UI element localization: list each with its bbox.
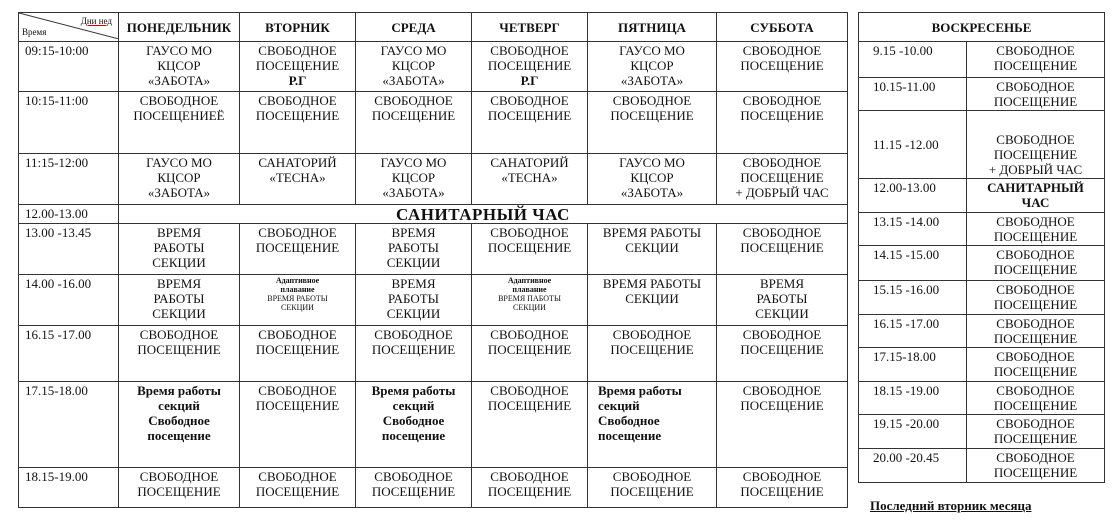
table-row	[19, 224, 848, 275]
cell-line: СЕКЦИИ	[152, 306, 206, 321]
table-row	[859, 179, 1105, 213]
schedule-cell	[717, 92, 848, 154]
time-cell: 10:15-11:00	[19, 92, 119, 154]
schedule-cell	[356, 92, 472, 154]
schedule-cell	[717, 224, 848, 275]
time-cell: 16.15 -17.00	[859, 315, 967, 348]
cell-line: САНИТАРНЫЙ	[987, 180, 1084, 195]
cell-line: ПОСЕЩЕНИЕ	[740, 58, 824, 73]
cell-line: СВОБОДНОЕ	[996, 214, 1075, 229]
cell-line: ПОСЕЩЕНИЕ	[255, 108, 340, 123]
time-cell: 18.15-19.00	[19, 468, 119, 508]
cell-line: ВРЕМЯ РАБОТЫ	[267, 294, 328, 303]
cell-line: СВОБОДНОЕ	[996, 132, 1075, 147]
cell-line: ВРЕМЯ	[156, 225, 202, 240]
cell-line: ПОСЕЩЕНИЕ	[993, 364, 1078, 379]
time-cell: 14.15 -15.00	[859, 246, 967, 281]
time-cell: 20.00 -20.45	[859, 449, 967, 483]
cell-line: СЕКЦИИ	[152, 255, 206, 270]
cell-line: КЦСОР	[630, 170, 674, 185]
day-header-sat: СУББОТА	[717, 13, 848, 42]
time-cell: 13.15 -14.00	[859, 213, 967, 246]
schedule-cell	[588, 42, 717, 92]
cell-line: КЦСОР	[157, 58, 201, 73]
schedule-cell	[967, 315, 1105, 348]
table-row	[19, 275, 848, 326]
schedule-cell	[967, 213, 1105, 246]
schedule-cell	[472, 154, 588, 205]
cell-line: СВОБОДНОЕ	[490, 469, 569, 484]
schedule-cell	[472, 382, 588, 468]
table-row	[859, 42, 1105, 78]
table-row	[19, 154, 848, 205]
cell-line: Время работы	[598, 383, 682, 398]
cell-line: плавание	[280, 285, 315, 294]
cell-line: посещение	[598, 428, 662, 443]
cell-line: СВОБОДНОЕ	[374, 469, 453, 484]
table-row	[859, 78, 1105, 111]
cell-line: ПОСЕЩЕНИЕ	[487, 342, 572, 357]
schedule-cell	[967, 415, 1105, 449]
schedule-cell	[717, 326, 848, 382]
cell-line: ПОСЕЩЕНИЕ	[255, 484, 340, 499]
schedule-cell	[240, 92, 356, 154]
cell-line: Р.Г	[520, 73, 539, 88]
cell-line: ПОСЕЩЕНИЕ	[487, 398, 572, 413]
cell-line: СЕКЦИИ	[386, 255, 441, 270]
cell-line: Р.Г	[288, 73, 307, 88]
cell-line: СВОБОДНОЕ	[742, 327, 822, 342]
time-cell: 12.00-13.00	[19, 205, 119, 224]
cell-line: «ЗАБОТА»	[382, 73, 445, 88]
cell-line: «ЗАБОТА»	[382, 185, 445, 200]
cell-line: Адаптивное	[507, 276, 552, 285]
cell-line: ВРЕМЯ	[759, 276, 805, 291]
cell-line: СВОБОДНОЕ	[996, 79, 1075, 94]
table-row	[19, 468, 848, 508]
cell-line: ПОСЕЩЕНИЕ	[993, 94, 1078, 109]
cell-line: ПОСЕЩЕНИЕ	[610, 342, 694, 357]
cell-line: посещение	[381, 428, 446, 443]
schedule-cell	[967, 382, 1105, 415]
sunday-schedule-table	[858, 12, 1105, 483]
cell-line: СВОБОДНОЕ	[490, 93, 569, 108]
cell-line: ПОСЕЩЕНИЕЁ	[133, 108, 225, 123]
table-row	[19, 42, 848, 92]
time-cell: 11:15-12:00	[19, 154, 119, 205]
footer-note: Последний вторник месяца	[870, 498, 1032, 513]
cell-line: ПОСЕЩЕНИЕ	[371, 484, 456, 499]
cell-line: РАБОТЫ	[153, 240, 205, 255]
cell-line: ГАУСО МО	[380, 43, 447, 58]
schedule-cell	[588, 92, 717, 154]
time-cell: 17.15-18.00	[19, 382, 119, 468]
cell-line: ПОСЕЩЕНИЕ	[255, 58, 340, 73]
cell-line: ПОСЕЩЕНИЕ	[610, 108, 694, 123]
schedule-cell	[717, 275, 848, 326]
schedule-cell	[472, 275, 588, 326]
schedule-cell	[588, 154, 717, 205]
schedule-cell	[356, 382, 472, 468]
cell-line: ГАУСО МО	[619, 43, 685, 58]
cell-line: РАБОТЫ	[756, 291, 808, 306]
schedule-cell	[240, 326, 356, 382]
day-header-thu: ЧЕТВЕРГ	[472, 13, 588, 42]
cell-line: ВРЕМЯ РАБОТЫ	[602, 276, 702, 291]
schedule-cell	[588, 275, 717, 326]
cell-line: ПОСЕЩЕНИЕ	[993, 297, 1078, 312]
cell-line: КЦСОР	[391, 58, 436, 73]
cell-line: ВРЕМЯ	[391, 225, 436, 240]
cell-line: ПОСЕЩЕНИЕ	[487, 108, 572, 123]
cell-line: «ТЕСНА»	[501, 170, 558, 185]
cell-line: плавание	[512, 285, 547, 294]
cell-line: ГАУСО МО	[146, 43, 212, 58]
cell-line: ПОСЕЩЕНИЕ	[371, 108, 456, 123]
cell-line: Время работы	[371, 383, 456, 398]
cell-line: секций	[158, 398, 200, 413]
cell-line: ПОСЕЩЕНИЕ	[255, 398, 340, 413]
schedule-cell	[717, 468, 848, 508]
time-cell: 19.15 -20.00	[859, 415, 967, 449]
cell-line: ПОСЕЩЕНИЕ	[993, 229, 1078, 244]
cell-line: СЕКЦИИ	[281, 303, 314, 312]
cell-line: СВОБОДНОЕ	[742, 383, 822, 398]
cell-line: СВОБОДНОЕ	[742, 43, 822, 58]
cell-line: ЧАС	[1021, 195, 1050, 210]
cell-line: ПОСЕЩЕНИЕ	[740, 240, 824, 255]
cell-line: КЦСОР	[157, 170, 201, 185]
cell-line: СВОБОДНОЕ	[258, 43, 337, 58]
cell-line: СВОБОДНОЕ	[996, 316, 1075, 331]
cell-line: ПОСЕЩЕНИЕ	[487, 240, 572, 255]
day-header-wed: СРЕДА	[356, 13, 472, 42]
day-header-fri: ПЯТНИЦА	[588, 13, 717, 42]
cell-line: СВОБОДНОЕ	[996, 247, 1075, 262]
cell-line: СВОБОДНОЕ	[612, 93, 692, 108]
schedule-cell	[717, 382, 848, 468]
cell-line: СЕКЦИИ	[755, 306, 809, 321]
schedule-cell	[967, 78, 1105, 111]
cell-line: СВОБОДНОЕ	[996, 450, 1075, 465]
table-row	[859, 213, 1105, 246]
table-row	[859, 382, 1105, 415]
cell-line: СВОБОДНОЕ	[742, 155, 822, 170]
cell-line: Время работы	[137, 383, 221, 398]
cell-line: ГАУСО МО	[380, 155, 447, 170]
schedule-cell	[119, 42, 240, 92]
time-cell: 18.15 -19.00	[859, 382, 967, 415]
cell-line: СВОБОДНОЕ	[996, 349, 1075, 364]
cell-line: ПОСЕЩЕНИЕ	[487, 484, 572, 499]
cell-line: СВОБОДНОЕ	[996, 416, 1075, 431]
cell-line: САНАТОРИЙ	[490, 155, 569, 170]
cell-line: СВОБОДНОЕ	[258, 93, 337, 108]
schedule-cell	[967, 348, 1105, 382]
schedule-cell	[119, 224, 240, 275]
cell-line: СВОБОДНОЕ	[996, 383, 1075, 398]
table-row	[19, 205, 848, 224]
time-cell: 10.15-11.00	[859, 78, 967, 111]
schedule-cell	[240, 468, 356, 508]
corner-cell	[19, 13, 119, 42]
table-row	[859, 415, 1105, 449]
sanitary-hour-cell: САНИТАРНЫЙ ЧАС	[119, 205, 848, 224]
cell-line: СВОБОДНОЕ	[742, 469, 822, 484]
schedule-cell	[240, 42, 356, 92]
schedule-cell	[967, 246, 1105, 281]
cell-line: СВОБОДНОЕ	[996, 43, 1075, 58]
sunday-header-row	[859, 13, 1105, 42]
cell-line: СВОБОДНОЕ	[742, 93, 822, 108]
table-row	[859, 315, 1105, 348]
corner-time-label: Время	[22, 27, 47, 37]
cell-line: ВРЕМЯ	[156, 276, 202, 291]
cell-line: СВОБОДНОЕ	[258, 383, 337, 398]
cell-line: СВОБОДНОЕ	[139, 469, 219, 484]
cell-line: + ДОБРЫЙ ЧАС	[988, 162, 1083, 177]
cell-line: секций	[392, 398, 435, 413]
cell-line: СВОБОДНОЕ	[612, 469, 692, 484]
schedule-cell	[119, 382, 240, 468]
cell-line: секций	[598, 398, 640, 413]
cell-line: СВОБОДНОЕ	[139, 327, 219, 342]
table-row	[19, 382, 848, 468]
day-header-mon: ПОНЕДЕЛЬНИК	[119, 13, 240, 42]
day-header-tue: ВТОРНИК	[240, 13, 356, 42]
schedule-cell	[240, 382, 356, 468]
cell-line: ПОСЕЩЕНИЕ	[137, 484, 221, 499]
time-cell: 12.00-13.00	[859, 179, 967, 213]
cell-line: КЦСОР	[391, 170, 436, 185]
cell-line: СВОБОДНОЕ	[258, 469, 337, 484]
cell-line: Свободное	[382, 413, 445, 428]
cell-line: СЕКЦИИ	[625, 291, 679, 306]
cell-line: ПОСЕЩЕНИЕ	[740, 484, 824, 499]
cell-line: ВРЕМЯ	[391, 276, 436, 291]
time-cell: 09:15-10:00	[19, 42, 119, 92]
cell-line: СВОБОДНОЕ	[742, 225, 822, 240]
cell-line: СВОБОДНОЕ	[490, 43, 569, 58]
schedule-cell	[588, 468, 717, 508]
table-row	[859, 246, 1105, 281]
cell-line: СВОБОДНОЕ	[490, 383, 569, 398]
schedule-cell	[967, 281, 1105, 315]
schedule-cell	[356, 224, 472, 275]
cell-line: ПОСЕЩЕНИЕ	[487, 58, 572, 73]
schedule-cell	[967, 449, 1105, 483]
cell-line: ПОСЕЩЕНИЕ	[740, 342, 824, 357]
schedule-cell	[356, 154, 472, 205]
table-row	[19, 326, 848, 382]
weekly-schedule-table	[18, 12, 848, 508]
corner-day-label: Дни нед	[80, 16, 112, 26]
cell-line: ПОСЕЩЕНИЕ	[740, 108, 824, 123]
table-row	[859, 281, 1105, 315]
schedule-cell	[472, 42, 588, 92]
cell-line: ПОСЕЩЕНИЕ	[740, 170, 824, 185]
cell-line: + ДОБРЫЙ ЧАС	[735, 185, 829, 200]
cell-line: СВОБОДНОЕ	[258, 327, 337, 342]
schedule-cell	[472, 92, 588, 154]
cell-line: ПОСЕЩЕНИЕ	[993, 147, 1078, 162]
schedule-cell	[119, 154, 240, 205]
schedule-cell	[588, 326, 717, 382]
cell-line: ПОСЕЩЕНИЕ	[255, 342, 340, 357]
cell-line: КЦСОР	[630, 58, 674, 73]
schedule-cell	[472, 326, 588, 382]
time-cell: 9.15 -10.00	[859, 42, 967, 78]
day-header-sun: ВОСКРЕСЕНЬЕ	[859, 13, 1105, 42]
table-row	[859, 348, 1105, 382]
cell-line: ПОСЕЩЕНИЕ	[993, 331, 1078, 346]
cell-line: ПОСЕЩЕНИЕ	[993, 58, 1078, 73]
schedule-cell	[967, 179, 1105, 213]
cell-line: «ЗАБОТА»	[620, 185, 684, 200]
schedule-cell	[240, 154, 356, 205]
table-row	[19, 92, 848, 154]
cell-line: ПОСЕЩЕНИЕ	[137, 342, 221, 357]
cell-line: РАБОТЫ	[388, 291, 439, 306]
schedule-cell	[356, 42, 472, 92]
schedule-cell	[588, 382, 717, 468]
cell-line: РАБОТЫ	[153, 291, 205, 306]
cell-line: СЕКЦИИ	[386, 306, 441, 321]
cell-line: ГАУСО МО	[146, 155, 212, 170]
table-row	[859, 111, 1105, 179]
cell-line: «ТЕСНА»	[269, 170, 326, 185]
cell-line: САНАТОРИЙ	[258, 155, 337, 170]
cell-line: «ЗАБОТА»	[147, 185, 211, 200]
time-cell: 14.00 -16.00	[19, 275, 119, 326]
schedule-cell	[356, 468, 472, 508]
cell-line: «ЗАБОТА»	[620, 73, 684, 88]
time-cell: 17.15-18.00	[859, 348, 967, 382]
cell-line: ПОСЕЩЕНИЕ	[371, 342, 456, 357]
schedule-cell	[967, 111, 1105, 179]
cell-line: посещение	[147, 428, 211, 443]
cell-line: СВОБОДНОЕ	[490, 225, 569, 240]
schedule-cell	[119, 275, 240, 326]
header-row	[19, 13, 848, 42]
cell-line: СВОБОДНОЕ	[139, 93, 219, 108]
cell-line: ПОСЕЩЕНИЕ	[255, 240, 340, 255]
cell-line: СВОБОДНОЕ	[612, 327, 692, 342]
cell-line: «ЗАБОТА»	[147, 73, 211, 88]
schedule-cell	[588, 224, 717, 275]
cell-line: РАБОТЫ	[388, 240, 439, 255]
cell-line: СВОБОДНОЕ	[996, 282, 1075, 297]
cell-line: ПОСЕЩЕНИЕ	[993, 465, 1078, 480]
cell-line: ПОСЕЩЕНИЕ	[610, 484, 694, 499]
cell-line: СЕКЦИИ	[625, 240, 679, 255]
table-row	[859, 449, 1105, 483]
cell-line: Свободное	[148, 413, 210, 428]
cell-line: СВОБОДНОЕ	[490, 327, 569, 342]
cell-line: ГАУСО МО	[619, 155, 685, 170]
cell-line: ВРЕМЯ РАБОТЫ	[602, 225, 702, 240]
time-cell: 16.15 -17.00	[19, 326, 119, 382]
cell-line: Адаптивное	[275, 276, 320, 285]
schedule-cell	[119, 326, 240, 382]
cell-line: СВОБОДНОЕ	[258, 225, 337, 240]
schedule-cell	[472, 468, 588, 508]
schedule-cell	[967, 42, 1105, 78]
cell-line: ПОСЕЩЕНИЕ	[993, 398, 1078, 413]
schedule-cell	[119, 468, 240, 508]
cell-line: ПОСЕЩЕНИЕ	[993, 262, 1078, 277]
cell-line: ПОСЕЩЕНИЕ	[740, 398, 824, 413]
schedule-cell	[240, 224, 356, 275]
cell-line: СЕКЦИИ	[513, 303, 546, 312]
schedule-cell	[717, 42, 848, 92]
schedule-cell	[472, 224, 588, 275]
schedule-cell	[240, 275, 356, 326]
time-cell: 13.00 -13.45	[19, 224, 119, 275]
schedule-cell	[356, 326, 472, 382]
cell-line: ПОСЕЩЕНИЕ	[993, 431, 1078, 446]
schedule-cell	[717, 154, 848, 205]
time-cell: 15.15 -16.00	[859, 281, 967, 315]
cell-line: Свободное	[598, 413, 660, 428]
cell-line: СВОБОДНОЕ	[374, 327, 453, 342]
schedule-cell	[356, 275, 472, 326]
time-cell: 11.15 -12.00	[859, 111, 967, 179]
cell-line: ВРЕМЯ ПАБОТЫ	[498, 294, 561, 303]
schedule-cell	[119, 92, 240, 154]
cell-line: СВОБОДНОЕ	[374, 93, 453, 108]
